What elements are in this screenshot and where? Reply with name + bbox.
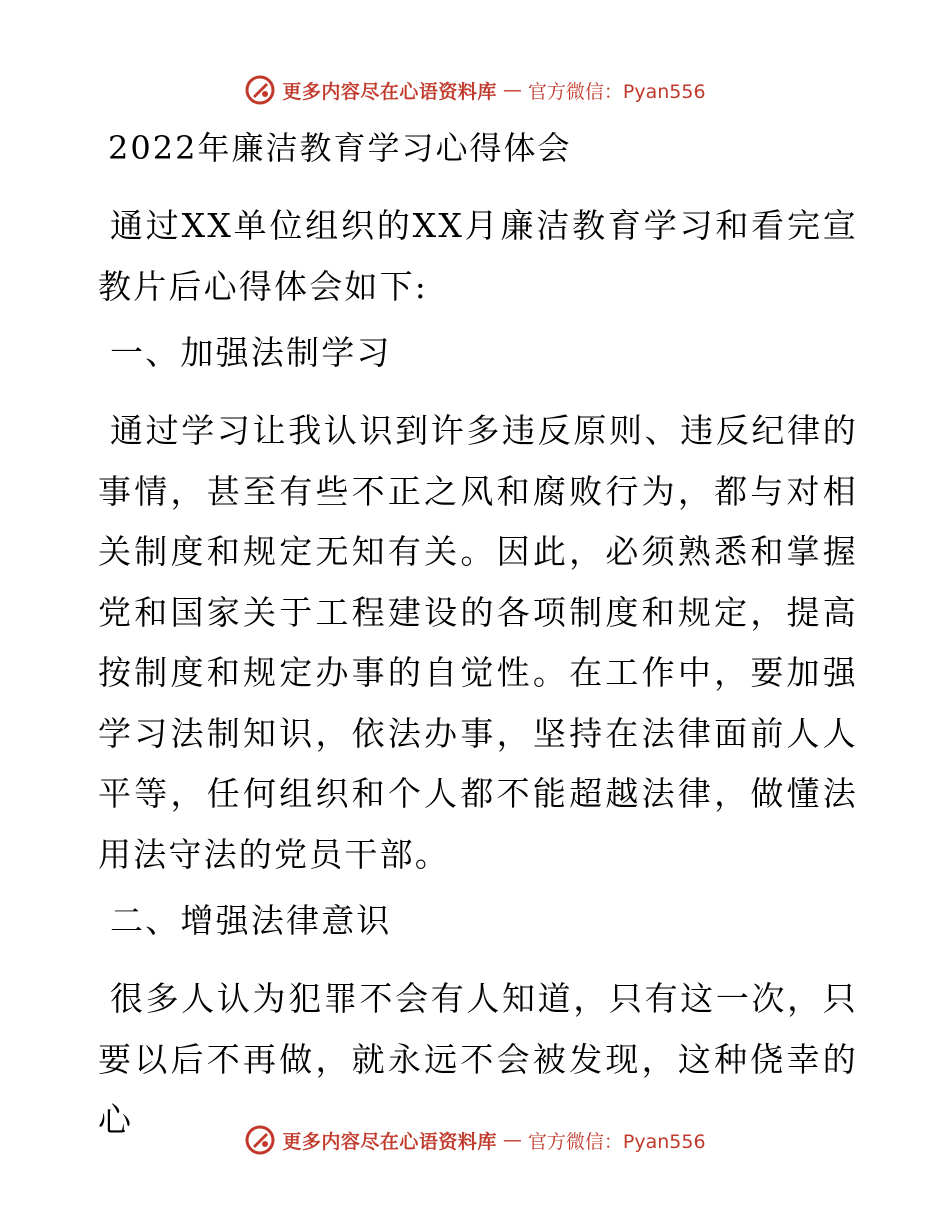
- footer-watermark: [0, 1122, 950, 1158]
- section-heading-1: 一、加强法制学习: [110, 333, 392, 372]
- watermark-wechat-text: 官方微信：Pyan556: [527, 1130, 706, 1153]
- watermark-brand-text: 更多内容尽在心语资料库: [282, 1130, 497, 1153]
- section-heading-2: 二、增强法律意识: [110, 901, 392, 940]
- intro-paragraph: 通过XX单位组织的XX月廉洁教育学习和看完宣教片后心得体会如下:: [98, 206, 858, 306]
- watermark-wechat-text: 官方微信：Pyan556: [527, 80, 706, 103]
- brand-logo-icon: [244, 1124, 276, 1156]
- brand-logo-icon: [244, 74, 276, 106]
- section-paragraph-1: 通过学习让我认识到许多违反原则、违反纪律的事情，甚至有些不正之风和腐败行为，都与对相关制度和规定无知有关。因此，必须熟悉和掌握党和国家关于工程建设的各项制度和规定，提高按制度和规定办事的自觉性。在工作中，要加强学习法制知识，依法办事，坚持在法律面前人人平等，任何组织和个人都不能超越法律，做懂法用法守法的党员干部。: [98, 411, 858, 874]
- document-title: 2022年廉洁教育学习心得体会: [108, 129, 572, 167]
- header-watermark: [0, 72, 950, 108]
- section-paragraph-2: 很多人认为犯罪不会有人知道，只有这一次，只要以后不再做，就永远不会被发现，这种侥幸的心: [98, 979, 858, 1139]
- watermark-separator: —: [502, 1129, 522, 1151]
- watermark-brand-text: 更多内容尽在心语资料库: [282, 80, 497, 103]
- watermark-separator: —: [502, 79, 522, 101]
- document-body: [98, 122, 858, 1151]
